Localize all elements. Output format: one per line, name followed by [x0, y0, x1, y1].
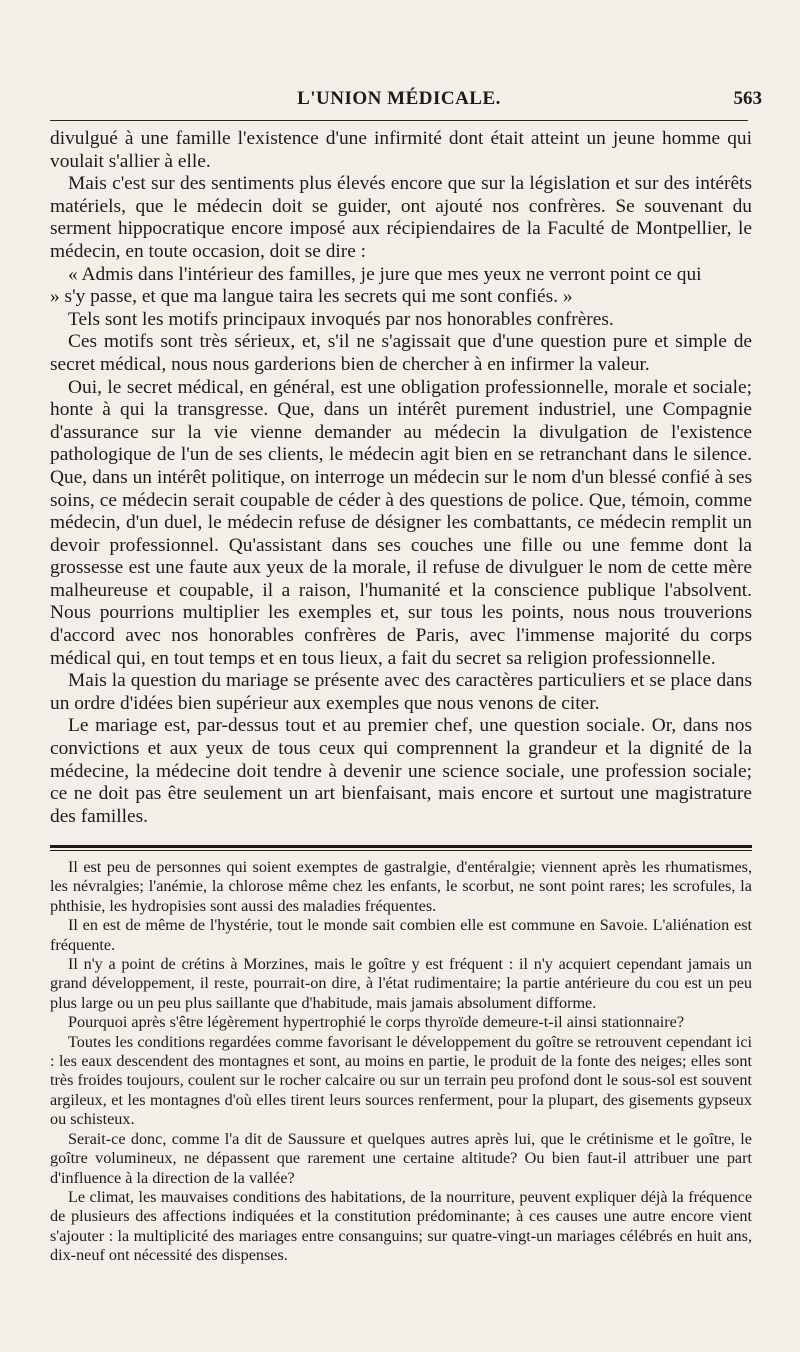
note-paragraph: Pourquoi après s'être légèrement hypertrophié le corps thyroïde demeure-t-il ainsi stationnaire?	[68, 1013, 685, 1032]
note-paragraph: Il n'y a point de crétins à Morzines, mais le goître y est fréquent : il n'y acquiert cependant jamais un grand développement, il reste, pourrait-on dire, à l'état rudimentaire; la partie antérieure du cou est un peu plus large ou un peu plus saillante que d'habitude, mais jamais absolument difforme.	[50, 955, 752, 1012]
note-paragraph: Toutes les conditions regardées comme favorisant le développement du goître se retrouvent cependant ici : les eaux descendent des montagnes et sont, au moins en partie, le produit de la fonte des neiges; elles sont très froides toujours, coulent sur le rocher calcaire ou sur un terrain peu profond dont le sous-sol est souvent argileux, et les montagnes d'où elles tirent leurs sources renferment, pour la plupart, des gisements gypseux ou schisteux.	[50, 1032, 752, 1129]
note-paragraph: Il est peu de personnes qui soient exemptes de gastralgie, d'entéralgie; viennent après les rhumatismes, les névralgies; l'anémie, la chlorose même chez les enfants, le scorbut, ne sont point rares; les scrofules, la phthisie, les hydropisies sont aussi des maladies fréquentes.	[50, 858, 752, 915]
paragraph: divulgué à une famille l'existence d'une infirmité dont était atteint un jeune homme qui voulait s'allier à elle.	[50, 128, 752, 172]
quote-line: » s'y passe, et que ma langue taira les secrets qui me sont confiés. »	[50, 286, 573, 308]
paragraph: Ces motifs sont très sérieux, et, s'il ne s'agissait que d'une question pure et simple de secret médical, nous nous garderions bien de chercher à en infirmer la valeur.	[50, 331, 752, 375]
paragraph: Tels sont les motifs principaux invoqués par nos honorables confrères.	[68, 308, 614, 330]
paragraph: Mais la question du mariage se présente avec des caractères particuliers et se place dans un ordre d'idées bien supérieur aux exemples que nous venons de citer.	[50, 670, 752, 714]
section-divider	[50, 845, 752, 851]
page-header	[50, 86, 762, 116]
note-paragraph: Serait-ce donc, comme l'a dit de Saussure et quelques autres après lui, que le crétinisme et le goître, le goître volumineux, ne dépassent que rarement une certaine altitude? Ou bien faut-il attribuer une part d'influence à la direction de la vallée?	[50, 1129, 752, 1187]
page-number: 563	[733, 88, 762, 109]
notes-section	[50, 858, 752, 1266]
paragraph: Mais c'est sur des sentiments plus élevés encore que sur la législation et sur des intérêts matériels, que le médecin doit se guider, ont ajouté nos confrères. Se souvenant du serment hippocratique encore imposé aux récipiendaires de la Faculté de Montpellier, le médecin, en toute occasion, doit se dire :	[50, 173, 752, 262]
main-text	[50, 128, 752, 828]
header-rule	[50, 120, 748, 121]
quote-line: « Admis dans l'intérieur des familles, je jure que mes yeux ne verront point ce qui	[68, 263, 702, 285]
running-title: L'UNION MÉDICALE.	[297, 88, 501, 109]
paragraph: Oui, le secret médical, en général, est une obligation professionnelle, morale et sociale; honte à qui la transgresse. Que, dans un intérêt purement industriel, une Compagnie d'assurance sur la vie vienne demander au médecin la divulgation de l'existence pathologique de l'un de ses clients, le médecin agit bien en se retranchant dans le silence. Que, dans un intérêt politique, on interroge un médecin sur le nom d'un blessé confié à ses soins, ce médecin serait coupable de céder à des questions de police. Que, témoin, comme médecin, d'un duel, le médecin refuse de désigner les combattants, ce médecin remplit un devoir professionnel. Qu'assistant dans ses couches une fille ou une femme dont la grossesse est une faute aux yeux de la morale, il refuse de divulguer le nom de cette mère malheureuse et coupable, il a raison, l'humanité et la conscience publique l'absolvent. Nous pourrions multiplier les exemples et, sur tous les points, nous nous trouverions d'accord avec nos honorables confrères de Paris, avec l'immense majorité du corps médical qui, en tout temps et en tous lieux, a fait du secret sa religion professionnelle.	[50, 376, 752, 669]
paragraph: Le mariage est, par-dessus tout et au premier chef, une question sociale. Or, dans nos convictions et aux yeux de tous ceux qui comprennent la grandeur et la dignité de la médecine, la médecine doit tendre à devenir une science sociale, une profession sociale; ce ne doit pas être seulement un art bienfaisant, mais encore et surtout une magistrature des familles.	[50, 715, 752, 827]
note-paragraph: Le climat, les mauvaises conditions des habitations, de la nourriture, peuvent expliquer déjà la fréquence de plusieurs des affections indiquées et la constitution prédominante; à ces causes une autre encore vient s'ajouter : la multiplicité des mariages entre consanguins; sur quatre-vingt-un mariages célébrés en huit ans, dix-neuf ont nécessité des dispenses.	[50, 1187, 752, 1265]
note-paragraph: Il en est de même de l'hystérie, tout le monde sait combien elle est commune en Savoie. L'aliénation est fréquente.	[50, 916, 752, 954]
